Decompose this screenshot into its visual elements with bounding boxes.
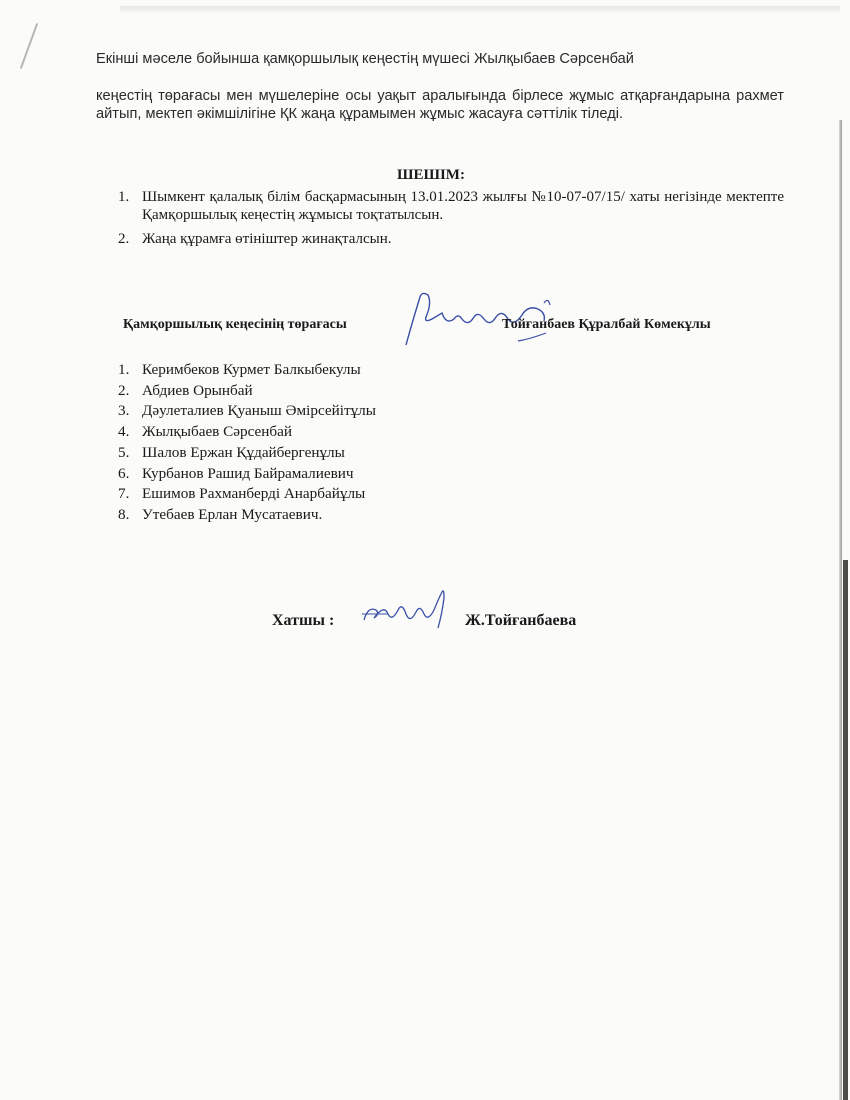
decision-item (96, 230, 784, 248)
chair-name: Тойғанбаев Құралбай Көмекұлы (502, 317, 711, 332)
member-number: 5. (118, 443, 130, 461)
member-name: Керимбеков Курмет Балкыбекулы (142, 361, 361, 378)
member-item (96, 422, 784, 443)
member-name: Абдиев Орынбай (142, 381, 253, 399)
member-number: 7. (118, 485, 130, 503)
decision-list (96, 188, 784, 254)
member-item (96, 505, 784, 526)
secretary-signature (358, 584, 458, 639)
member-number: 2. (118, 381, 130, 399)
scan-artifact-top (120, 6, 840, 14)
decision-item-text: Шымкент қалалық білім басқармасының 13.01.2023 жылғы №10-07-07/15/ хаты негізінде мектепте Қамқоршылық кеңестің жұмысы тоқтатылсын. (142, 189, 784, 223)
member-name: Утебаев Ерлан Мусатаевич. (142, 505, 323, 523)
member-name: Курбанов Рашид Байрамалиевич (142, 464, 354, 482)
decision-heading: ШЕШІМ: (397, 167, 465, 183)
member-number: 6. (118, 464, 130, 482)
member-name: Шалов Ержан Құдайбергенұлы (142, 443, 345, 461)
secretary-label: Хатшы : (272, 612, 335, 629)
decision-item (96, 188, 784, 224)
member-name: Ешимов Рахманберді Анарбайұлы (142, 485, 366, 503)
scan-artifact-mark (20, 23, 38, 69)
member-number: 1. (118, 361, 130, 378)
decision-item-text: Жаңа құрамға өтініштер жинақталсын. (142, 231, 392, 247)
scan-artifact-right (839, 120, 842, 1100)
member-list (96, 360, 784, 526)
secretary-name: Ж.Тойғанбаева (465, 612, 577, 629)
decision-item-number: 2. (118, 231, 130, 247)
member-number: 8. (118, 505, 130, 523)
chair-label: Қамқоршылық кеңесінің төрағасы (123, 317, 347, 332)
intro-line: Екінші мәселе бойынша қамқоршылық кеңестің мүшесі Жылқыбаев Сәрсенбай (96, 51, 634, 67)
decision-item-number: 1. (118, 189, 130, 205)
member-item (96, 401, 784, 422)
member-name: Дәулеталиев Қуаныш Әмірсейітұлы (142, 402, 376, 420)
body-paragraph: кеңестің төрағасы мен мүшелеріне осы уақыт аралығында бірлесе жұмыс атқарғандарына рахмет айтып, мектеп әкімшілігіне ҚК жаңа құрамымен жұмыс жасауға сәттілік тіледі. (96, 88, 784, 122)
member-item (96, 443, 784, 464)
member-item (96, 484, 784, 505)
member-item (96, 360, 784, 381)
member-number: 4. (118, 423, 130, 441)
scan-artifact-right-dark (843, 560, 848, 1100)
member-item (96, 464, 784, 485)
member-item (96, 381, 784, 402)
member-number: 3. (118, 402, 130, 420)
member-name: Жылқыбаев Сәрсенбай (142, 423, 293, 441)
